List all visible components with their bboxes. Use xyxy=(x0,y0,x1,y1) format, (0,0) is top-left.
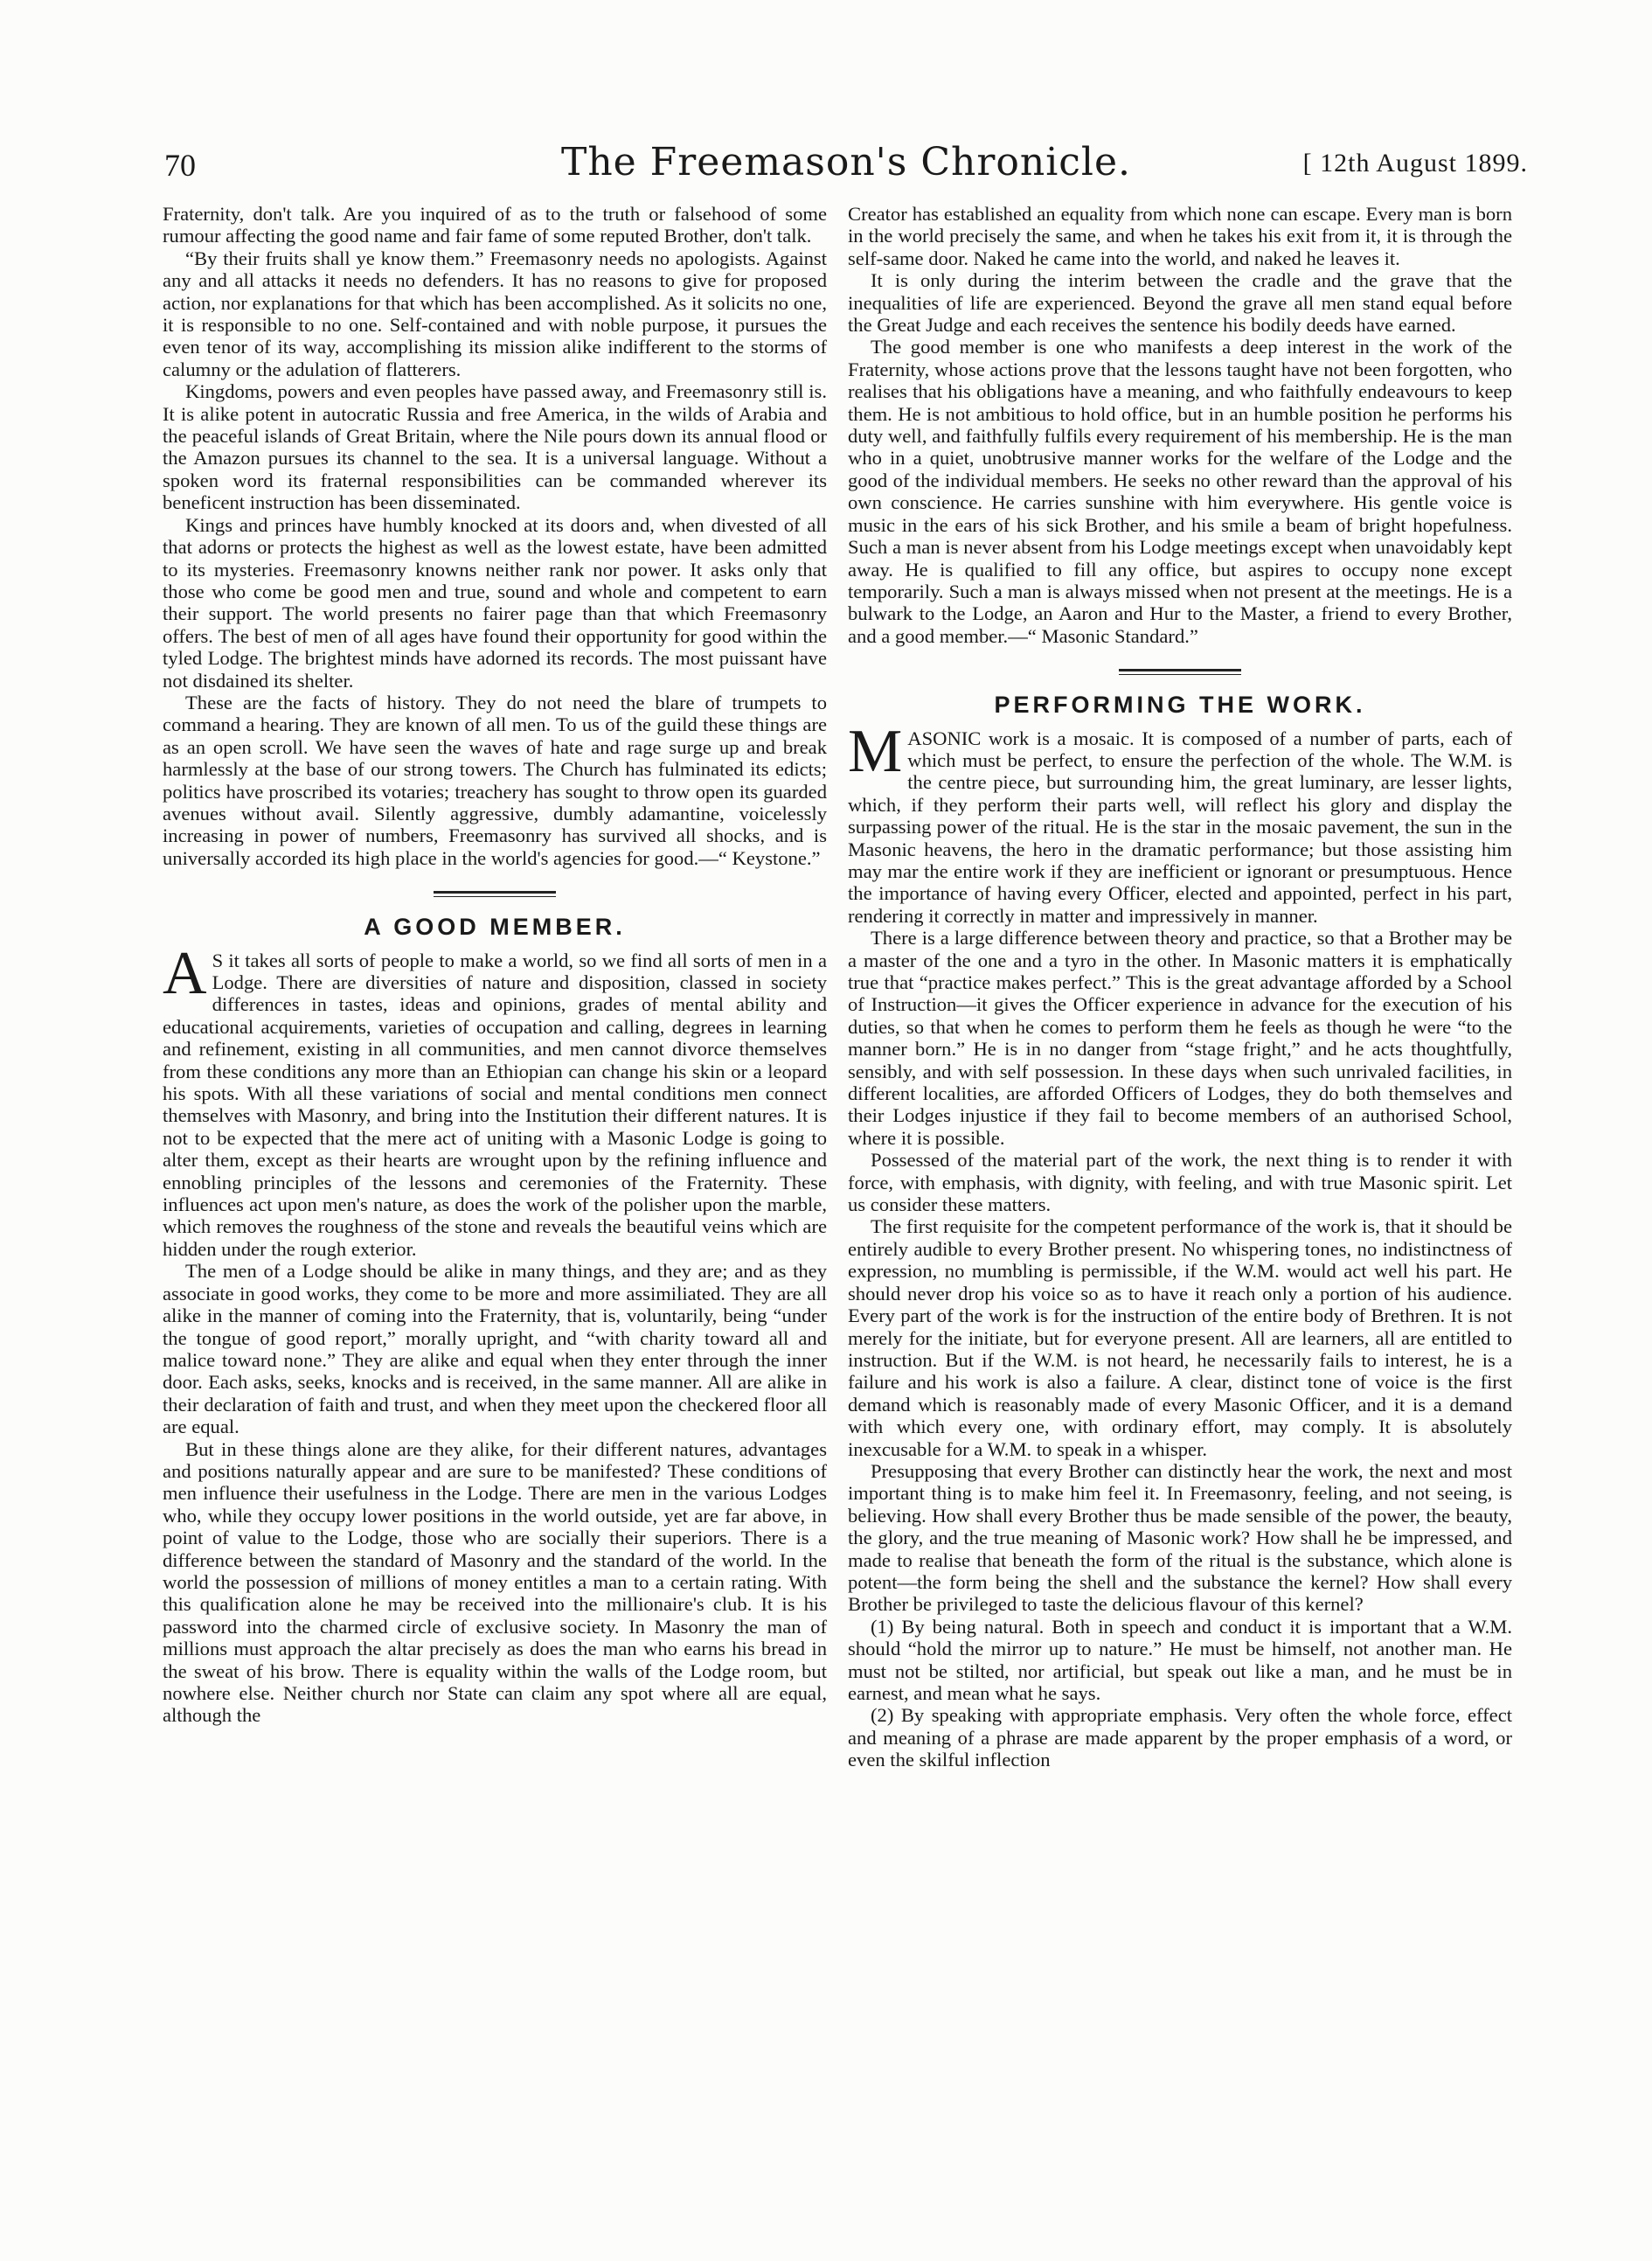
article-paragraph: The first requisite for the competent performance of the work is, that it should be entirely audible to every Brother present. No whispering tones, no indistinctness of expression, no mumbling is permissible, if the W.M. would act well his part. He should never drop his voice so as to have it reach only a portion of his audience. Every part of the work is for the instruction of the entire body of Brethren. It is not merely for the initiate, but for everyone present. All are learners, all are entitled to instruction. But if the W.M. is not heard, he necessarily fails to interest, he is a failure and his work is also a failure. A clear, distinct tone of voice is the first demand which is reasonably made of every Masonic Officer, and it is a demand with which every one, with ordinary effort, may comply. It is absolutely inexcusable for a W.M. to speak in a whisper. xyxy=(848,1215,1512,1460)
article-paragraph: (1) By being natural. Both in speech and conduct it is important that a W.M. should “hold the mirror up to nature.” He must be himself, not another man. He must not be stilted, nor artificial, but speak out like a man, and he must be in earnest, and mean what he says. xyxy=(848,1615,1512,1704)
right-column xyxy=(848,203,1512,1771)
article-paragraph: The men of a Lodge should be alike in many things, and they are; and as they associate in good works, they come to be more and more assimiliated. They are all alike in the manner of coming into the Fraternity, that is, voluntarily, being “under the tongue of good report,” morally upright, and “with charity toward all and malice toward none.” They are alike and equal when they enter through the inner door. Each asks, seeks, knocks and is received, in the same manner. All are alike in their declaration of faith and trust, and when they meet upon the checkered floor all are equal. xyxy=(163,1260,827,1438)
section-divider xyxy=(1119,669,1241,675)
article-paragraph: But in these things alone are they alike, for their different natures, advantages and positions naturally appear and are sure to be manifested? These conditions of men influence their usefulness in the Lodge. There are men in the various Lodges who, while they occupy lower positions in the world outside, yet are far above, in point of value to the Lodge, those who are socially their superiors. There is a difference between the standard of Masonry and the standard of the world. In the world the possession of millions of money entitles a man to a certain rating. With this qualification alone he may be received into the millionaire's club. It is his password into the charmed circle of exclusive society. In Masonry the man of millions must approach the altar precisely as does the man who earns his bread in the sweat of his brow. There is equality within the walls of the Lodge room, but nowhere else. Neither church nor State can claim any spot where all are equal, although the xyxy=(163,1437,827,1727)
article-paragraph: These are the facts of history. They do not need the blare of trumpets to command a hearing. They are known of all men. To us of the guild these things are as an open scroll. We have seen the waves of hate and rage surge up and break harmlessly at the base of our strong towers. The Church has fulminated its edicts; politics have proscribed its votaries; treachery has sought to throw open its guarded avenues without avail. Silently aggressive, dumbly adamantine, voicelessly increasing in power of numbers, Freemasonry has survived all shocks, and is universally accorded its high place in the world's agencies for good.—“ Keystone.” xyxy=(163,691,827,869)
good-member-first-paragraph xyxy=(163,939,827,1261)
performing-first-paragraph xyxy=(848,717,1512,928)
article-paragraph: Fraternity, don't talk. Are you inquired of as to the truth or falsehood of some rumour affecting the good name and fair fame of some reputed Brother, don't talk. xyxy=(163,203,827,247)
good-member-heading: A GOOD MEMBER. xyxy=(364,914,626,941)
article-paragraph: The good member is one who manifests a deep interest in the work of the Fraternity, whose actions prove that the lessons taught have not been forgotten, who realises that his obligations have a meaning, and who faithfully endeavours to keep them. He is not ambitious to hold office, but in an humble position he performs his duty well, and faithfully fulfils every requirement of his membership. He is the man who in a quiet, unobtrusive manner works for the welfare of the Lodge and the good of the individual members. He seeks no other reward than the approval of his own conscience. He carries sunshine with him everywhere. His gentle voice is music in the ears of his sick Brother, and his smile a beam of bright hopefulness. Such a man is never absent from his Lodge meetings except when unavoidably kept away. He is qualified to fill any office, but aspires to occupy none except temporarily. Such a man is always missed when not present at the meetings. He is a bulwark to the Lodge, an Aaron and Hur to the Master, a friend to every Brother, and a good member.—“ Masonic Standard.” xyxy=(848,336,1512,647)
article-paragraph: Kingdoms, powers and even peoples have passed away, and Freemasonry still is. It is alike potent in autocratic Russia and free America, in the wilds of Arabia and the peaceful islands of Great Britain, where the Nile pours down its annual flood or the Amazon pursues its channel to the sea. It is a universal language. Without a spoken word its fraternal responsibilities can be commanded wherever its beneficent instruction has been disseminated. xyxy=(163,380,827,514)
left-column xyxy=(163,203,827,1727)
drop-cap: A xyxy=(163,939,207,1007)
page-number: 70 xyxy=(164,148,196,183)
article-paragraph: Possessed of the material part of the work, the next thing is to render it with force, with emphasis, with dignity, with feeling, and with true Masonic spirit. Let us consider these matters. xyxy=(848,1149,1512,1216)
article-paragraph: Creator has established an equality from which none can escape. Every man is born in the world precisely the same, and when he takes his exit from it, it is through the self-same door. Naked he came into the world, and naked he leaves it. xyxy=(848,203,1512,269)
article-paragraph: It is only during the interim between the cradle and the grave that the inequalities of life are experienced. Beyond the grave all men stand equal before the Great Judge and each receives the sentence his bodily deeds have earned. xyxy=(848,269,1512,337)
article-paragraph: Presupposing that every Brother can distinctly hear the work, the next and most important thing is to make him feel it. In Freemasonry, feeling, and not seeing, is believing. How shall every Brother thus be made sensible of the power, the beauty, the glory, and the true meaning of Masonic work? How shall he be impressed, and made to realise that beneath the form of the ritual is the substance, which alone is potent—the form being the shell and the substance the kernel? How shall every Brother be privileged to taste the delicious flavour of this kernel? xyxy=(848,1459,1512,1616)
article-paragraph: “By their fruits shall ye know them.” Freemasonry needs no apologists. Against any and all attacks it needs no defenders. It has no reasons to give for proposed action, nor explanations for that which has been accomplished. As it solicits no one, it is responsible to no one. Self-contained and with noble purpose, it pursues the even tenor of its way, accomplishing its mission alike indifferent to the storms of calumny or the adulation of flatterers. xyxy=(163,247,827,380)
article-paragraph: There is a large difference between theory and practice, so that a Brother may be a master of the one and a tyro in the other. In Masonic matters it is emphatically true that “practice makes perfect.” This is the great advantage afforded by a School of Instruction—it gives the Officer experience in advance for the execution of his duties, so that when he comes to perform them he feels as though he were “to the manner born.” He is in no danger from “stage fright,” and he acts thoughtfully, sensibly, and with self possession. In these days when such unrivaled facilities, in different localities, are afforded Officers of Lodges, they do both themselves and their Lodges injustice if they fail to become members of an authorised School, where it is possible. xyxy=(848,927,1512,1149)
issue-date: [ 12th August 1899. xyxy=(1302,149,1528,177)
paragraph-text: ASONIC work is a mosaic. It is composed of a number of parts, each of which must be perfect, to ensure the perfection of the whole. The W.M. is the centre piece, but surrounding him, the great luminary, are lesser lights, which, if they perform their parts well, will reflect his glory and display the surpassing power of the ritual. He is the star in the mosaic pavement, the sun in the Masonic heavens, the hero in the dramatic performance; but those assisting him may mar the entire work if they are inefficient or ignorant or presumptuous. Hence the importance of having every Officer, elected and appointed, perfect in his part, rendering it correctly in matter and impressively in manner. xyxy=(848,727,1512,927)
paragraph-text: S it takes all sorts of people to make a world, so we find all sorts of men in a Lodge. There are diversities of nature and disposition, classed in society differences in tastes, ideas and opinions, grades of mental ability and educational acquirements, varieties of occupation and calling, degrees in learning and refinement, existing in all communities, and men cannot divorce themselves from these conditions any more than an Ethiopian can change his skin or a leopard his spots. With all these variations of social and mental conditions men connect themselves with Masonry, and bring into the Institution their different natures. It is not to be expected that the mere act of uniting with a Masonic Lodge is going to alter them, except as their hearts are wrought upon by the refining influence and ennobling principles of the lessons and ceremonies of the Fraternity. These influences act upon men's nature, as does the work of the polisher upon the marble, which removes the roughness of the stone and reveals the beautiful veins which are hidden under the rough exterior. xyxy=(163,949,827,1260)
drop-cap: M xyxy=(848,717,903,785)
article-paragraph: (2) By speaking with appropriate emphasis. Very often the whole force, effect and meaning of a phrase are made apparent by the proper emphasis of a word, or even the skilful inflection xyxy=(848,1704,1512,1771)
article-paragraph: Kings and princes have humbly knocked at its doors and, when divested of all that adorns or protects the highest as well as the lowest estate, have been admitted to its mysteries. Freemasonry knowns neither rank nor power. It asks only that those who come be good men and true, sound and whole and competent to earn their support. The world presents no fairer page than that which Freemasonry offers. The best of men of all ages have found their opportunity for good within the tyled Lodge. The brightest minds have adorned its records. The most puissant have not disdained its shelter. xyxy=(163,513,827,692)
publication-title: The Freemason's Chronicle. xyxy=(560,140,1132,184)
masthead xyxy=(164,140,1528,192)
performing-heading: PERFORMING THE WORK. xyxy=(994,692,1366,719)
section-divider xyxy=(434,891,556,897)
